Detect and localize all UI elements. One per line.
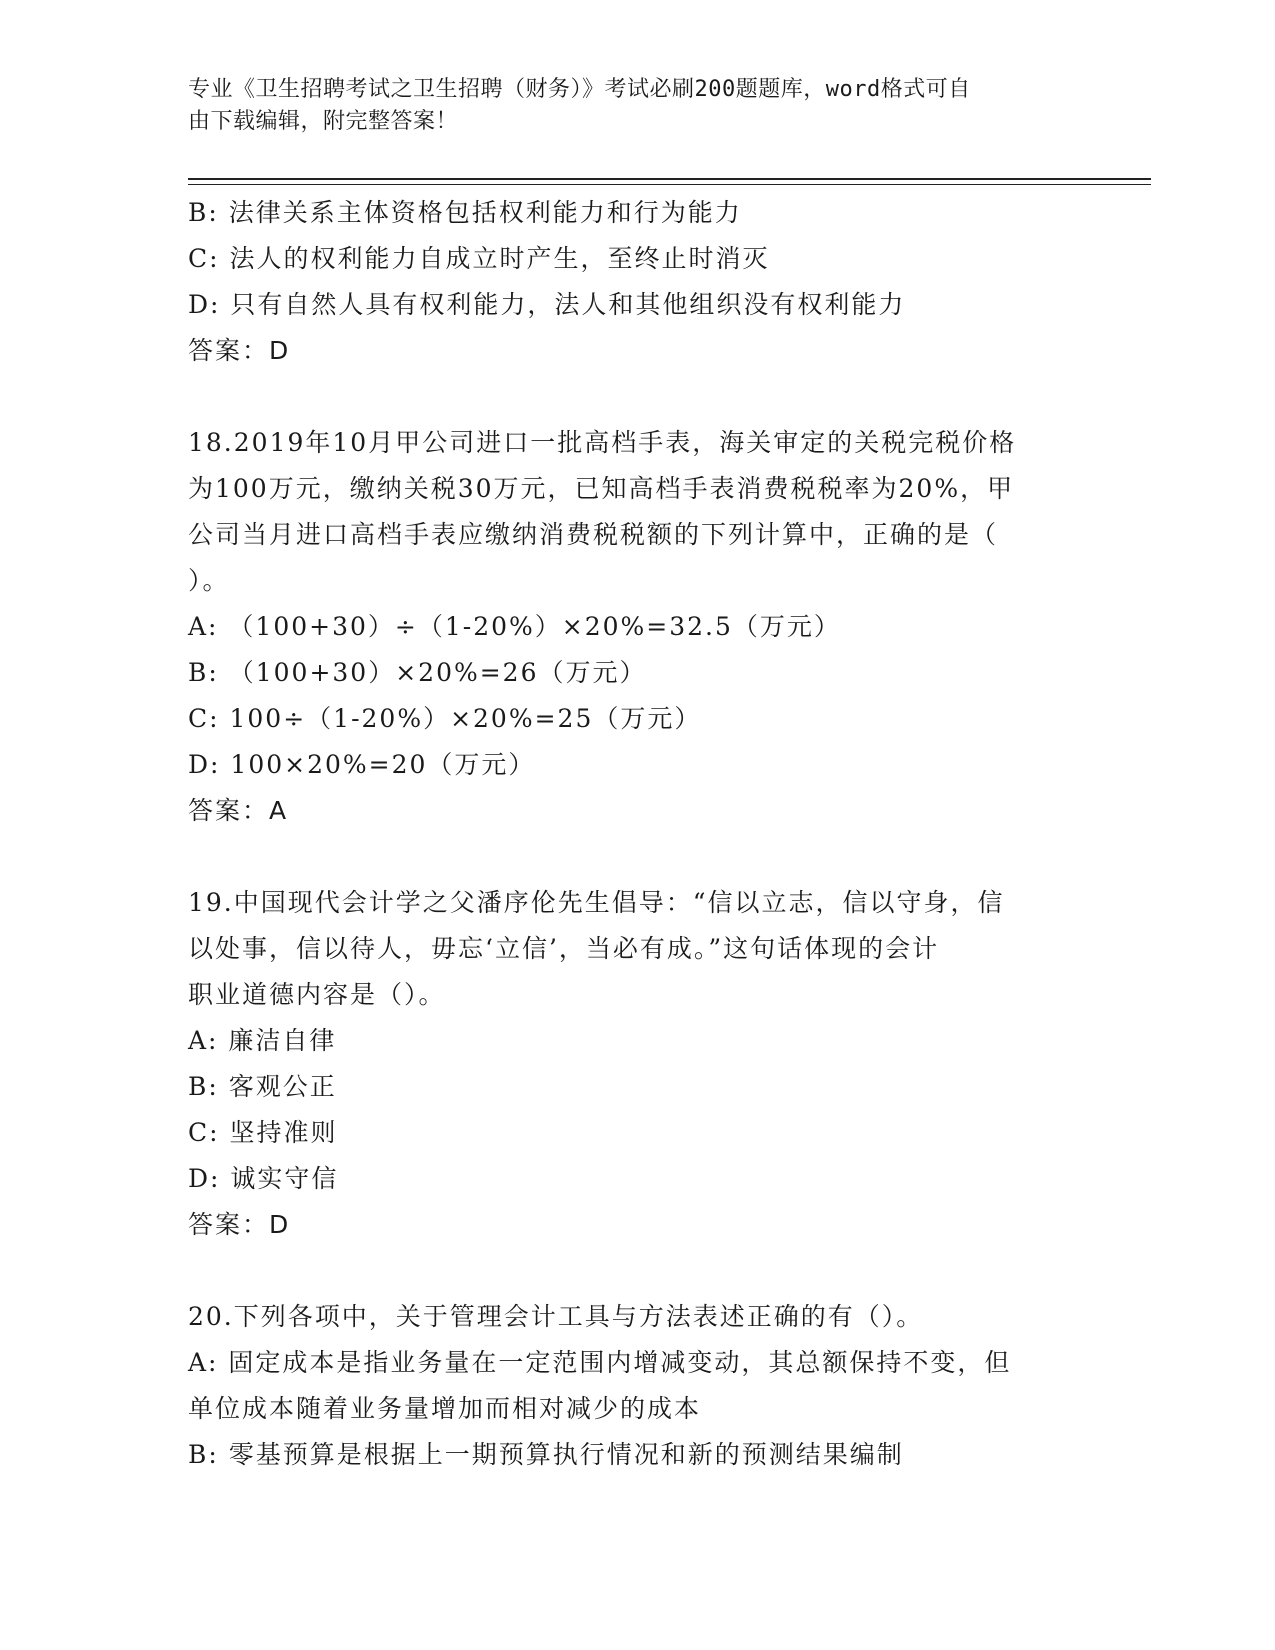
document-header (188, 74, 1078, 138)
q18-option-b: B: （100+30）×20%=26（万元） (188, 658, 647, 687)
q20-option-b: B: 零基预算是根据上一期预算执行情况和新的预测结果编制 (188, 1440, 904, 1469)
q19-option-c: C: 坚持准则 (188, 1118, 338, 1147)
header-divider-thick (188, 178, 1151, 180)
question-17 (188, 190, 1088, 374)
q17-option-b: B: 法律关系主体资格包括权利能力和行为能力 (188, 198, 742, 227)
header-line-2: 由下载编辑，附完整答案！ (188, 109, 459, 134)
q18-answer: 答案：A (188, 796, 289, 825)
q20-stem-line-1: 20.下列各项中，关于管理会计工具与方法表述正确的有（）。 (188, 1302, 924, 1331)
q17-option-d: D: 只有自然人具有权利能力，法人和其他组织没有权利能力 (188, 290, 906, 319)
question-18 (188, 420, 1088, 834)
q19-answer: 答案：D (188, 1210, 291, 1239)
q18-stem-line-2: 为100万元，缴纳关税30万元，已知高档手表消费税税率为20%，甲 (188, 474, 1015, 503)
q19-option-b: B: 客观公正 (188, 1072, 337, 1101)
header-divider-thin (188, 184, 1151, 185)
q18-option-a: A: （100+30）÷（1-20%）×20%=32.5（万元） (188, 612, 841, 641)
q19-option-a: A: 廉洁自律 (188, 1026, 337, 1055)
q20-option-a-line-1: A: 固定成本是指业务量在一定范围内增减变动，其总额保持不变，但 (188, 1348, 1012, 1377)
q18-stem-line-3: 公司当月进口高档手表应缴纳消费税税额的下列计算中，正确的是（ (188, 520, 999, 549)
q19-stem-line-2: 以处事，信以待人，毋忘‘立信’，当必有成。”这句话体现的会计 (188, 934, 940, 963)
q19-stem-line-3: 职业道德内容是（）。 (188, 980, 446, 1009)
document-body (188, 190, 1088, 1478)
q19-option-d: D: 诚实守信 (188, 1164, 339, 1193)
q18-stem-line-4: ）。 (188, 566, 230, 595)
question-19 (188, 880, 1088, 1248)
q18-option-c: C: 100÷（1-20%）×20%=25（万元） (188, 704, 702, 733)
header-line-1: 专业《卫生招聘考试之卫生招聘（财务）》考试必刷200题题库，word格式可自 (188, 77, 971, 102)
q19-stem-line-1: 19.中国现代会计学之父潘序伦先生倡导：“信以立志，信以守身，信 (188, 888, 1005, 917)
question-20 (188, 1294, 1088, 1478)
q17-answer: 答案：D (188, 336, 291, 365)
q18-stem-line-1: 18.2019年10月甲公司进口一批高档手表，海关审定的关税完税价格 (188, 428, 1017, 457)
q20-option-a-line-2: 单位成本随着业务量增加而相对减少的成本 (188, 1394, 702, 1423)
q18-option-d: D: 100×20%=20（万元） (188, 750, 536, 779)
q17-option-c: C: 法人的权利能力自成立时产生，至终止时消灭 (188, 244, 770, 273)
